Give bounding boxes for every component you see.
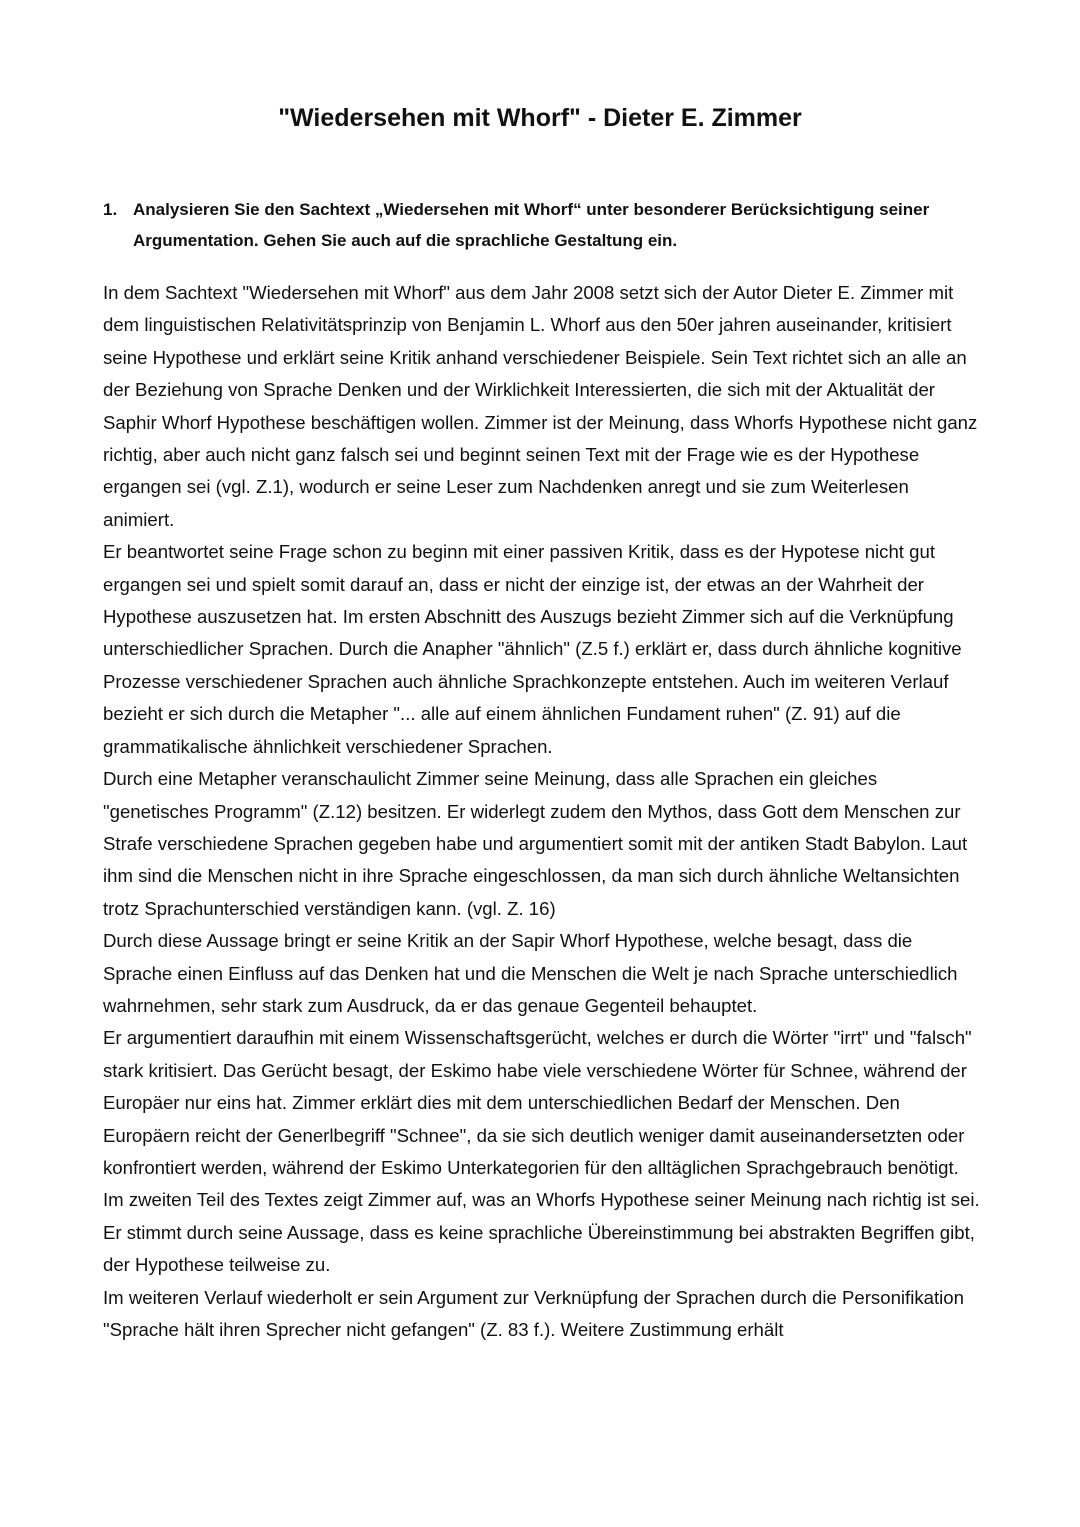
task-text: Analysieren Sie den Sachtext „Wiedersehen mit Whorf“ unter besonderer Berücksichtigung seiner Argumentation. Gehen Sie auch auf die sprachliche Gestaltung ein.	[133, 200, 930, 250]
paragraph-second-part: Im zweiten Teil des Textes zeigt Zimmer auf, was an Whorfs Hypothese seiner Meinung nach richtig ist sei. Er stimmt durch seine Aussage, dass es keine sprachliche Übereinstimmung bei abstrakten Begriffen gibt, der Hypothese teilweise zu.	[103, 1189, 980, 1276]
document-title: "Wiedersehen mit Whorf" - Dieter E. Zimmer	[278, 104, 802, 132]
essay-body	[103, 277, 983, 1346]
paragraph-eskimo: Er argumentiert daraufhin mit einem Wissenschaftsgerücht, welches er durch die Wörter "irrt" und "falsch" stark kritisiert. Das Gerücht besagt, der Eskimo habe viele verschiedene Wörter für Schnee, während der Europäer nur eins hat. Zimmer erklärt dies mit dem unterschiedlichen Bedarf der Menschen. Den Europäern reicht der Generlbegriff "Schnee", da sie sich deutlich weniger damit auseinandersetzten oder konfrontiert werden, während der Eskimo Unterkategorien für den alltäglichen Sprachgebrauch benötigt.	[103, 1027, 972, 1178]
task-prompt	[103, 194, 943, 256]
paragraph-intro: In dem Sachtext "Wiedersehen mit Whorf" aus dem Jahr 2008 setzt sich der Autor Dieter E. Zimmer mit dem linguistischen Relativitätsprinzip von Benjamin L. Whorf aus den 50er jahren auseinander, kritisiert seine Hypothese und erklärt seine Kritik anhand verschiedener Beispiele. Sein Text richtet sich an alle an der Beziehung von Sprache Denken und der Wirklichkeit Interessierten, die sich mit der Aktualität der Saphir Whorf Hypothese beschäftigen wollen. Zimmer ist der Meinung, dass Whorfs Hypothese nicht ganz richtig, aber auch nicht ganz falsch sei und beginnt seinen Text mit der Frage wie es der Hypothese ergangen sei (vgl. Z.1), wodurch er seine Leser zum Nachdenken anregt und sie zum Weiterlesen animiert.	[103, 282, 978, 530]
paragraph-babylon: Durch eine Metapher veranschaulicht Zimmer seine Meinung, dass alle Sprachen ein gleiches "genetisches Programm" (Z.12) besitzen. Er widerlegt zudem den Mythos, dass Gott dem Menschen zur Strafe verschiedene Sprachen gegeben habe und argumentiert somit mit der antiken Stadt Babylon. Laut ihm sind die Menschen nicht in ihre Sprache eingeschlossen, da man sich durch ähnliche Weltansichten trotz Sprachunterschied verständigen kann. (vgl. Z. 16)	[103, 768, 968, 919]
task-number: 1.	[103, 200, 118, 219]
paragraph-anaphora: Er beantwortet seine Frage schon zu beginn mit einer passiven Kritik, dass es der Hypotese nicht gut ergangen sei und spielt somit darauf an, dass er nicht der einzige ist, der etwas an der Wahrheit der Hypothese auszusetzen hat. Im ersten Abschnitt des Auszugs bezieht Zimmer sich auf die Verknüpfung unterschiedlicher Sprachen. Durch die Anapher "ähnlich" (Z.5 f.) erklärt er, dass durch ähnliche kognitive Prozesse verschiedener Sprachen auch ähnliche Sprachkonzepte entstehen. Auch im weiteren Verlauf bezieht er sich durch die Metapher "... alle auf einem ähnlichen Fundament ruhen" (Z. 91) auf die grammatikalische ähnlichkeit verschiedener Sprachen.	[103, 541, 962, 757]
paragraph-personification: Im weiteren Verlauf wiederholt er sein Argument zur Verknüpfung der Sprachen durch die Personifikation "Sprache hält ihren Sprecher nicht gefangen" (Z. 83 f.). Weitere Zustimmung erhält	[103, 1286, 964, 1340]
paragraph-criticism: Durch diese Aussage bringt er seine Kritik an der Sapir Whorf Hypothese, welche besagt, dass die Sprache einen Einfluss auf das Denken hat und die Menschen die Welt je nach Sprache unterschiedlich wahrnehmen, sehr stark zum Ausdruck, da er das genaue Gegenteil behauptet.	[103, 930, 958, 1016]
